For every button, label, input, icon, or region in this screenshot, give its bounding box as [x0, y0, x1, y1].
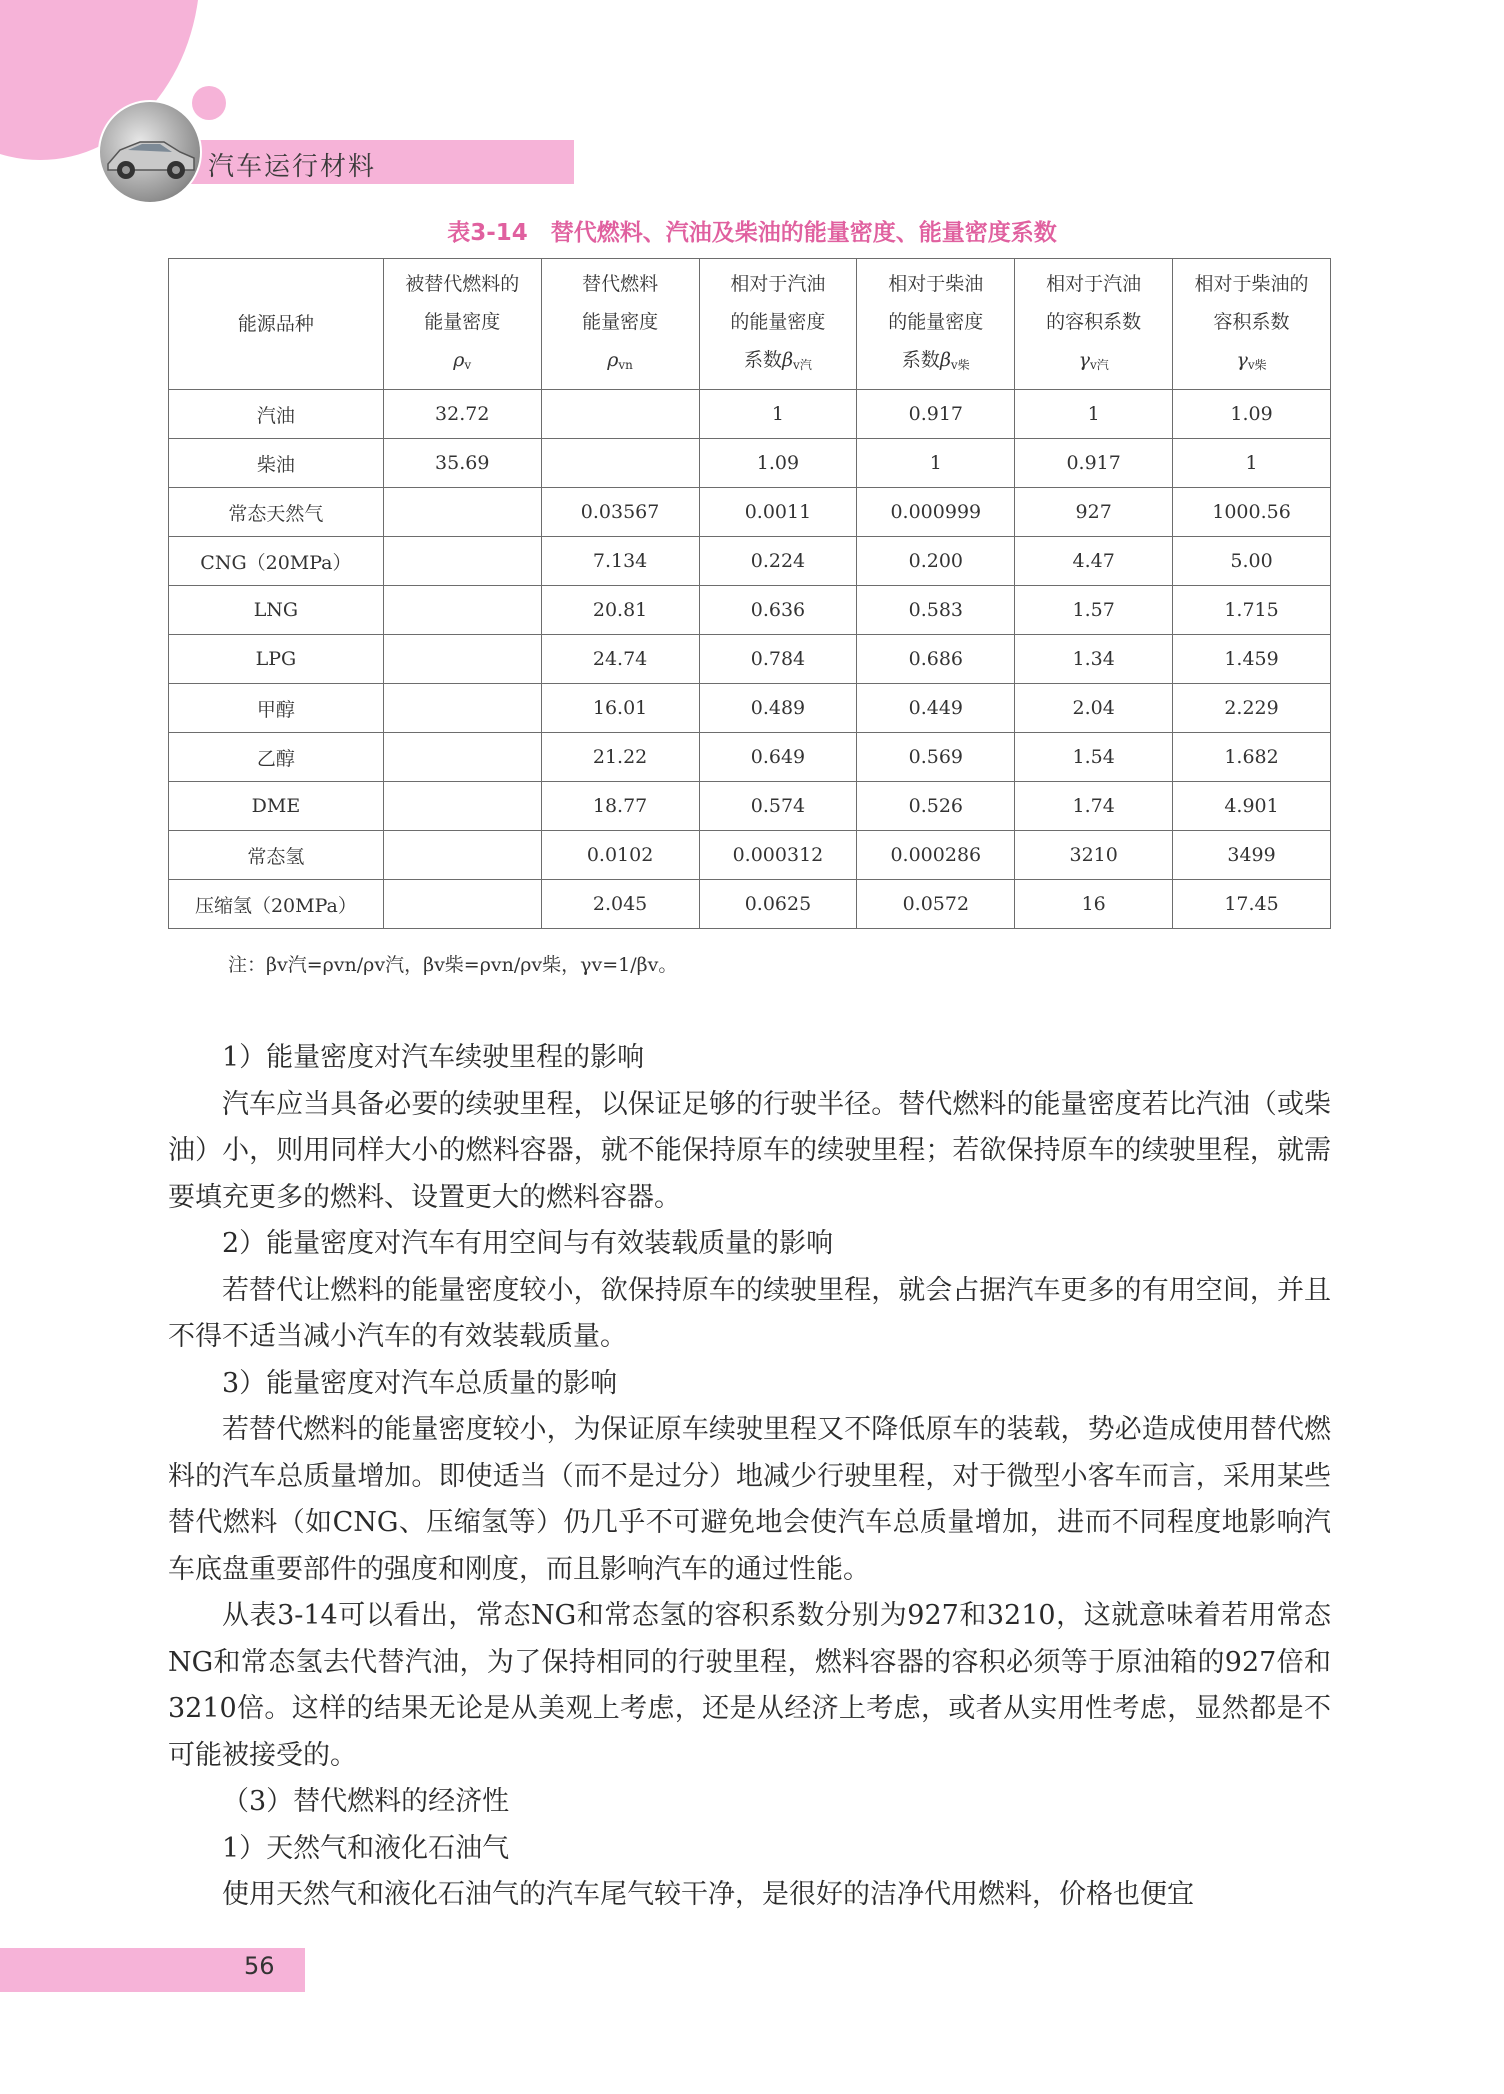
column-header	[1173, 259, 1331, 390]
column-header	[541, 259, 699, 390]
table-cell: 3210	[1015, 831, 1173, 880]
table-cell	[383, 586, 541, 635]
table-cell: 32.72	[383, 390, 541, 439]
table-row	[169, 439, 1331, 488]
body-paragraph: 3）能量密度对汽车总质量的影响	[222, 1367, 618, 1399]
table-cell	[383, 488, 541, 537]
table-caption: 表3-14 替代燃料、汽油及柴油的能量密度、能量密度系数	[447, 220, 1057, 246]
table-cell: 1.54	[1015, 733, 1173, 782]
table-cell: 0.583	[857, 586, 1015, 635]
column-symbol-subscript: vn	[618, 357, 633, 372]
table-cell: 0.784	[699, 635, 857, 684]
body-paragraph: （3）替代燃料的经济性	[222, 1786, 510, 1817]
table-cell	[383, 831, 541, 880]
table-cell: 0.526	[857, 782, 1015, 831]
table-cell: 1	[699, 390, 857, 439]
body-paragraph: 汽车应当具备必要的续驶里程，以保证足够的行驶半径。替代燃料的能量密度若比汽油（或柴油）小，则用同样大小的燃料容器，就不能保持原车的续驶里程；若欲保持原车的续驶里程，就需要填充更多的燃料、设置更大的燃料容器。	[168, 1088, 1331, 1213]
table-cell: 0.200	[857, 537, 1015, 586]
column-header	[699, 259, 857, 390]
column-header-line: 系数	[744, 348, 783, 371]
table-cell	[541, 390, 699, 439]
column-header	[857, 259, 1015, 390]
table-cell	[383, 537, 541, 586]
table-cell: 1	[1173, 439, 1331, 488]
table-cell: 0.449	[857, 684, 1015, 733]
column-symbol: γ	[1236, 348, 1248, 371]
car-image	[98, 100, 202, 204]
column-symbol: γ	[1078, 348, 1090, 371]
fuel-name-cell: 压缩氢（20MPa）	[169, 880, 384, 929]
table-cell: 1.459	[1173, 635, 1331, 684]
decor-dot	[192, 86, 226, 120]
column-header-line: 相对于柴油的	[1194, 272, 1309, 295]
fuel-name-cell: 汽油	[169, 390, 384, 439]
table-cell: 1.57	[1015, 586, 1173, 635]
fuel-name-cell: LPG	[169, 635, 384, 684]
table-row	[169, 635, 1331, 684]
table-cell: 1	[1015, 390, 1173, 439]
table-cell: 24.74	[541, 635, 699, 684]
column-header-line: 能量密度	[424, 310, 501, 333]
table-cell: 0.574	[699, 782, 857, 831]
table-cell	[383, 782, 541, 831]
column-header	[169, 259, 384, 390]
table-row	[169, 831, 1331, 880]
body-paragraph: 1）天然气和液化石油气	[222, 1832, 510, 1864]
column-symbol-subscript: v柴	[950, 357, 970, 372]
column-header	[383, 259, 541, 390]
table-cell: 1.682	[1173, 733, 1331, 782]
table-row	[169, 488, 1331, 537]
column-header-line: 相对于汽油	[730, 272, 826, 295]
table-cell: 20.81	[541, 586, 699, 635]
column-symbol-subscript: v汽	[793, 357, 812, 372]
table-cell: 0.917	[857, 390, 1015, 439]
fuel-name-cell: CNG（20MPa）	[169, 537, 384, 586]
table-cell: 0.000286	[857, 831, 1015, 880]
book-title: 汽车运行材料	[208, 152, 377, 182]
fuel-name-cell: DME	[169, 782, 384, 831]
table-cell: 1.09	[699, 439, 857, 488]
table-cell: 17.45	[1173, 880, 1331, 929]
table-cell: 0.0011	[699, 488, 857, 537]
column-header-line: 的容积系数	[1046, 310, 1142, 333]
table-cell: 1.74	[1015, 782, 1173, 831]
column-symbol-subscript: v柴	[1247, 357, 1267, 372]
fuel-name-cell: 乙醇	[169, 733, 384, 782]
table-cell	[383, 684, 541, 733]
column-symbol: ρ	[453, 348, 465, 371]
table-cell	[383, 733, 541, 782]
table-cell: 0.000312	[699, 831, 857, 880]
table-cell: 16	[1015, 880, 1173, 929]
table-cell: 0.489	[699, 684, 857, 733]
column-header-line: 系数	[901, 348, 940, 371]
table-row	[169, 537, 1331, 586]
fuel-name-cell: 常态天然气	[169, 488, 384, 537]
column-symbol-subscript: v汽	[1089, 357, 1109, 372]
table-cell: 16.01	[541, 684, 699, 733]
table-cell: 4.47	[1015, 537, 1173, 586]
table-cell	[383, 880, 541, 929]
table-header-row	[169, 259, 1331, 390]
column-symbol: ρ	[607, 348, 619, 371]
table-cell: 1.715	[1173, 586, 1331, 635]
table-note: 注：βv汽=ρvn/ρv汽，βv柴=ρvn/ρv柴，γv=1/βv。	[228, 954, 678, 976]
table-cell: 0.649	[699, 733, 857, 782]
table-cell: 0.569	[857, 733, 1015, 782]
table-row	[169, 684, 1331, 733]
table-row	[169, 733, 1331, 782]
table-cell: 21.22	[541, 733, 699, 782]
table-body	[169, 390, 1331, 929]
fuel-name-cell: 柴油	[169, 439, 384, 488]
table-cell: 0.0625	[699, 880, 857, 929]
energy-density-table	[168, 258, 1331, 929]
body-paragraph: 若替代让燃料的能量密度较小，欲保持原车的续驶里程，就会占据汽车更多的有用空间，并且不得不适当减小汽车的有效装载质量。	[168, 1274, 1331, 1352]
column-header-line: 相对于汽油	[1046, 272, 1142, 295]
table-row	[169, 390, 1331, 439]
table-cell: 4.901	[1173, 782, 1331, 831]
column-header-line: 被替代燃料的	[405, 272, 520, 295]
fuel-name-cell: 常态氢	[169, 831, 384, 880]
table-cell: 18.77	[541, 782, 699, 831]
table-cell: 35.69	[383, 439, 541, 488]
table-row	[169, 586, 1331, 635]
table-cell: 0.636	[699, 586, 857, 635]
table-cell: 2.04	[1015, 684, 1173, 733]
column-header-line: 替代燃料	[582, 272, 659, 295]
body-paragraph: 2）能量密度对汽车有用空间与有效装载质量的影响	[222, 1228, 834, 1259]
table-row	[169, 782, 1331, 831]
column-header	[1015, 259, 1173, 390]
table-cell: 0.224	[699, 537, 857, 586]
table-cell: 2.229	[1173, 684, 1331, 733]
body-paragraph: 从表3-14可以看出，常态NG和常态氢的容积系数分别为927和3210，这就意味着若用常态NG和常态氢去代替汽油，为了保持相同的行驶里程，燃料容器的容积必须等于原油箱的927倍和3210倍。这样的结果无论是从美观上考虑，还是从经济上考虑，或者从实用性考虑，显然都是不可能被接受的。	[168, 1600, 1331, 1771]
column-symbol: β	[782, 348, 794, 371]
table-cell: 1	[857, 439, 1015, 488]
table-cell	[541, 439, 699, 488]
table-cell: 7.134	[541, 537, 699, 586]
table-row	[169, 880, 1331, 929]
table-cell: 0.000999	[857, 488, 1015, 537]
column-header-line: 容积系数	[1213, 310, 1290, 333]
body-paragraph: 若替代燃料的能量密度较小，为保证原车续驶里程又不降低原车的装载，势必造成使用替代燃料的汽车总质量增加。即使适当（而不是过分）地减少行驶里程，对于微型小客车而言，采用某些替代燃料（如CNG、压缩氢等）仍几乎不可避免地会使汽车总质量增加，进而不同程度地影响汽车底盘重要部件的强度和刚度，而且影响汽车的通过性能。	[168, 1414, 1331, 1585]
table-cell: 0.0102	[541, 831, 699, 880]
table-cell: 0.0572	[857, 880, 1015, 929]
column-header-line: 相对于柴油	[888, 272, 984, 295]
column-symbol: β	[939, 348, 951, 371]
table-cell: 1000.56	[1173, 488, 1331, 537]
table-cell: 5.00	[1173, 537, 1331, 586]
body-paragraph: 使用天然气和液化石油气的汽车尾气较干净，是很好的洁净代用燃料，价格也便宜	[222, 1879, 1194, 1910]
body-paragraph: 1）能量密度对汽车续驶里程的影响	[222, 1042, 645, 1073]
column-symbol-subscript: v	[464, 357, 472, 372]
table-cell: 927	[1015, 488, 1173, 537]
table-cell: 0.686	[857, 635, 1015, 684]
table-cell: 2.045	[541, 880, 699, 929]
table-cell: 1.34	[1015, 635, 1173, 684]
column-header-line: 能量密度	[582, 310, 659, 333]
fuel-name-cell: LNG	[169, 586, 384, 635]
table-cell: 1.09	[1173, 390, 1331, 439]
table-cell: 0.03567	[541, 488, 699, 537]
table-cell	[383, 635, 541, 684]
table-cell: 0.917	[1015, 439, 1173, 488]
column-header-line: 能源品种	[237, 313, 314, 335]
body-text	[168, 1035, 1331, 1919]
column-header-line: 的能量密度	[730, 310, 826, 333]
fuel-name-cell: 甲醇	[169, 684, 384, 733]
table-cell: 3499	[1173, 831, 1331, 880]
page-number: 56	[244, 1952, 275, 1980]
column-header-line: 的能量密度	[888, 310, 984, 333]
